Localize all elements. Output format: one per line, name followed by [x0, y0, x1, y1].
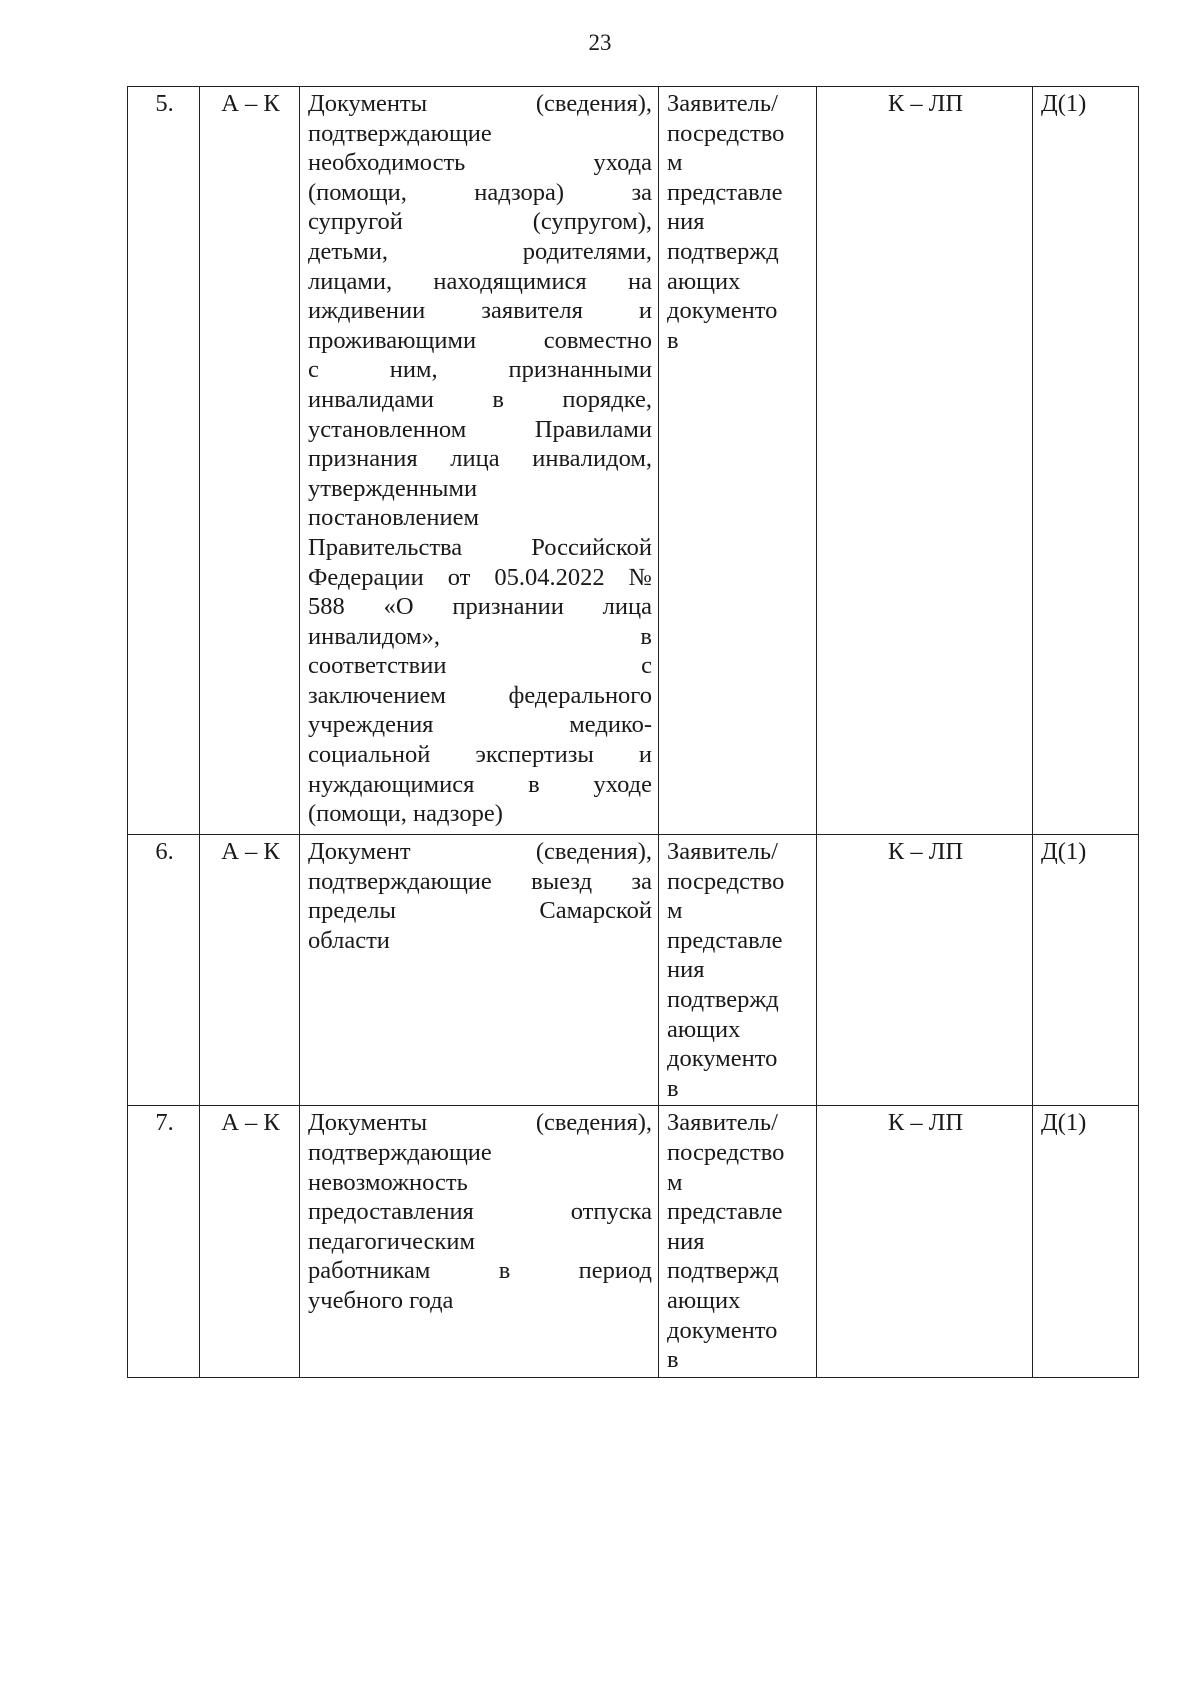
description-line: Документы (сведения),: [308, 1109, 652, 1137]
row-kind: К – ЛП: [817, 835, 1033, 1106]
description-line: пределы Самарской: [308, 897, 652, 925]
applicant-line: представле: [667, 178, 783, 206]
applicant-line: в: [667, 326, 679, 354]
table-row: [128, 1106, 1139, 1377]
description-line: педагогическим: [308, 1227, 476, 1255]
applicant-line: представле: [667, 1198, 783, 1226]
row-code: А – К: [200, 87, 300, 835]
description-line: инвалидом», в: [308, 622, 652, 650]
applicant-line: Заявитель/: [667, 838, 778, 865]
description-line: постановлением: [308, 504, 480, 532]
row-description: [300, 1106, 659, 1377]
description-line: детьми, родителями,: [308, 237, 652, 265]
applicant-line: посредство: [667, 1138, 785, 1166]
applicant-line: м: [667, 897, 683, 925]
row-d-code: Д(1): [1033, 835, 1139, 1106]
applicant-line: посредство: [667, 119, 785, 147]
row-description: [300, 835, 659, 1106]
applicant-line: посредство: [667, 867, 785, 895]
row-applicant: [659, 87, 817, 835]
applicant-line: документо: [667, 297, 778, 325]
description-line: необходимость ухода: [308, 149, 652, 177]
description-line: области: [308, 926, 390, 954]
applicant-line: ающих: [667, 1286, 741, 1314]
applicant-line: м: [667, 1168, 683, 1196]
applicant-line: в: [667, 1346, 679, 1374]
description-line: подтверждающие выезд за: [308, 867, 652, 895]
description-line: работникам в период: [308, 1257, 652, 1285]
row-applicant: [659, 835, 817, 1106]
documents-table: [127, 86, 1139, 1378]
applicant-line: Заявитель/: [667, 1109, 778, 1137]
applicant-line: ния: [667, 208, 705, 236]
description-line: проживающими совместно: [308, 326, 652, 354]
applicant-line: Заявитель/: [667, 90, 778, 117]
row-number: 6.: [128, 835, 200, 1106]
description-line: с ним, признанными: [308, 356, 652, 384]
description-line: учреждения медико-: [308, 711, 652, 739]
description-line: Документ (сведения),: [308, 838, 652, 865]
description-line: подтверждающие: [308, 119, 492, 147]
applicant-line: в: [667, 1074, 679, 1102]
applicant-line: ния: [667, 1227, 705, 1255]
applicant-line: ния: [667, 956, 705, 984]
description-line: лицами, находящимися на: [308, 267, 652, 295]
applicant-line: ающих: [667, 1015, 741, 1043]
applicant-line: м: [667, 149, 683, 177]
applicant-line: подтвержд: [667, 237, 779, 265]
description-line: учебного года: [308, 1286, 454, 1314]
row-code: А – К: [200, 1106, 300, 1377]
applicant-line: ающих: [667, 267, 741, 295]
row-d-code: Д(1): [1033, 87, 1139, 835]
description-line: признания лица инвалидом,: [308, 445, 652, 473]
description-line: Федерации от 05.04.2022 №: [308, 563, 652, 591]
row-applicant: [659, 1106, 817, 1377]
description-line: (помощи, надзора) за: [308, 178, 652, 206]
description-line: подтверждающие: [308, 1138, 492, 1166]
description-line: заключением федерального: [308, 681, 652, 709]
description-line: утвержденными: [308, 474, 478, 502]
row-kind: К – ЛП: [817, 1106, 1033, 1377]
page-number: 23: [588, 30, 612, 55]
applicant-line: подтвержд: [667, 985, 779, 1013]
table-row: [128, 87, 1139, 835]
description-line: Правительства Российской: [308, 533, 652, 561]
description-line: инвалидами в порядке,: [308, 385, 652, 413]
description-line: невозможность: [308, 1168, 468, 1196]
description-line: предоставления отпуска: [308, 1198, 652, 1226]
applicant-line: представле: [667, 926, 783, 954]
applicant-line: подтвержд: [667, 1257, 779, 1285]
row-d-code: Д(1): [1033, 1106, 1139, 1377]
description-line: установленном Правилами: [308, 415, 652, 443]
description-line: социальной экспертизы и: [308, 741, 652, 769]
row-number: 7.: [128, 1106, 200, 1377]
description-line: нуждающимися в уходе: [308, 770, 652, 798]
description-line: супругой (супругом),: [308, 208, 652, 236]
description-line: (помощи, надзоре): [308, 800, 503, 828]
applicant-line: документо: [667, 1045, 778, 1073]
applicant-line: документо: [667, 1316, 778, 1344]
description-line: Документы (сведения),: [308, 90, 652, 117]
row-code: А – К: [200, 835, 300, 1106]
description-line: соответствии с: [308, 652, 652, 680]
description-line: 588 «О признании лица: [308, 593, 652, 621]
row-number: 5.: [128, 87, 200, 835]
row-description: [300, 87, 659, 835]
description-line: иждивении заявителя и: [308, 297, 652, 325]
table-row: [128, 835, 1139, 1106]
row-kind: К – ЛП: [817, 87, 1033, 835]
